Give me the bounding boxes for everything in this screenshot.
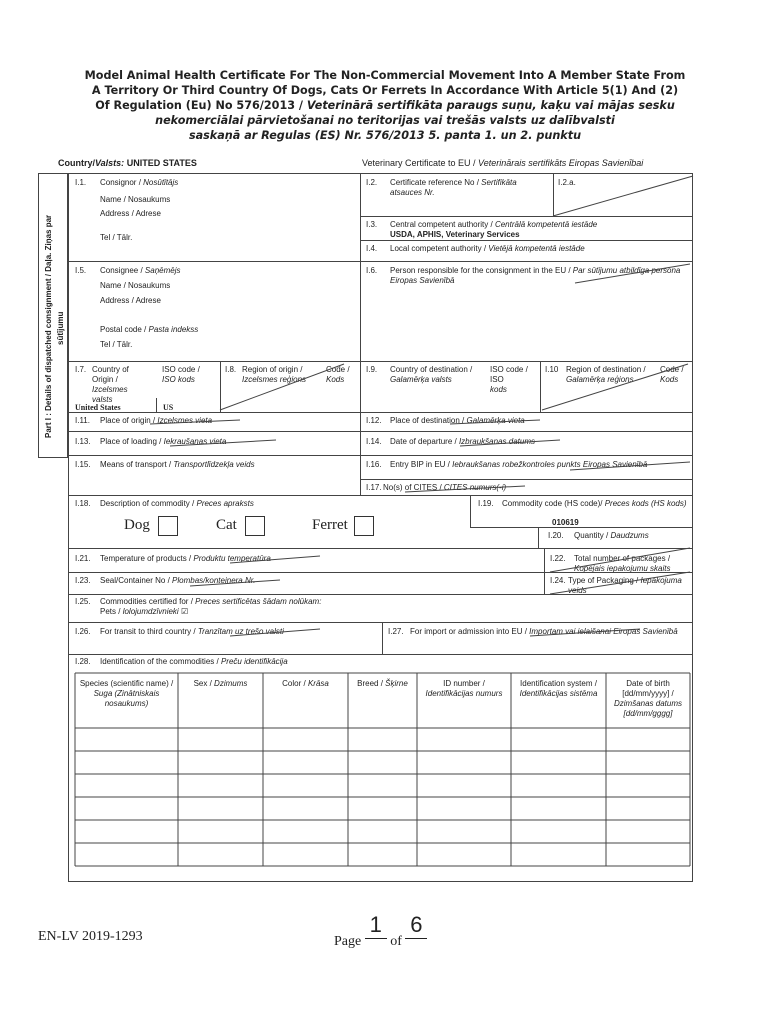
i5-consignee-en: Consignee / [100, 266, 145, 275]
i11-number: I.11. [75, 416, 90, 425]
document-code: EN-LV 2019-1293 [38, 929, 143, 944]
title-line-2: A Territory Or Third Country Of Dogs, Cats Or Ferrets In Accordance With Article 5(1) And (2) [91, 84, 679, 97]
i5-tel: Tel / Tālr. [100, 340, 133, 349]
table-header-lv: Dzimums [214, 679, 248, 688]
i17-label-lv: CITES numurs(-i) [443, 483, 507, 492]
i16-crossout [570, 462, 690, 470]
i27-label-en: For import or admission into EU / [410, 627, 530, 636]
part-one-label-2: sūtījumu [56, 311, 65, 345]
i3-label-lv: Centrālā kompetentā iestāde [494, 220, 598, 229]
i21-label-en: Temperature of products / [100, 554, 194, 563]
i4-label-lv: Vietējā kompetentā iestāde [488, 244, 585, 253]
i2-number: I.2. [366, 178, 378, 187]
i18-label-lv: Preces apraksts [196, 499, 254, 508]
i10-crossout [542, 364, 688, 410]
vet-cert-label-lv: Veterinārais sertifikāts Eiropas Savienībai [478, 158, 644, 168]
table-header-en: Identification system / [520, 679, 597, 688]
i20-label-en: Quantity / [574, 531, 611, 540]
title-line-5: saskaņā ar Regulas (ES) Nr. 576/2013 5. panta 1. un 2. punktu [188, 129, 582, 142]
i27-label-lv: Importam vai ielaišanai Eiropas Savienībā [529, 627, 678, 636]
i21-number: I.21. [75, 554, 91, 563]
country-label-lv: Valsts: [95, 158, 125, 168]
i7-label-en: Country of Origin / [92, 365, 129, 384]
i2-label-lv: Sertifikāta atsauces Nr. [390, 178, 517, 197]
i21-label-lv: Produktu temperatūra [193, 554, 271, 563]
i13-number: I.13. [75, 437, 91, 446]
i22-label-lv: Kopējais iepakojumu skaits [574, 564, 671, 573]
i20-number: I.20. [548, 531, 564, 540]
i26-label-en: For transit to third country / [100, 627, 198, 636]
i1-address: Address / Adrese [100, 209, 161, 218]
ferret-label: Ferret [312, 517, 348, 533]
i28-number: I.28. [75, 657, 91, 666]
page-indicator [334, 912, 427, 950]
i28-label-lv: Preču identifikācija [220, 657, 288, 666]
title-line-3-lv: Veterinārā sertifikāta paraugs suņu, kaķu vai mājas sesku [306, 99, 675, 112]
i19-label-lv: Preces kods (HS kods) [604, 499, 687, 508]
i6-number: I.6. [366, 266, 378, 275]
i20-label-lv: Daudzums [610, 531, 649, 540]
i12-label-lv: Galamērķa vieta [466, 416, 525, 425]
table-header-lv: Šķirne [385, 679, 408, 688]
cat-label: Cat [216, 517, 237, 533]
i5-address: Address / Adrese [100, 296, 161, 305]
i11-label-lv: Izcelsmes vieta [157, 416, 213, 425]
i23-label-en: Seal/Container No / [100, 576, 173, 585]
vet-cert-label: Veterinary Certificate to EU / [362, 158, 479, 168]
i10-label-lv: Galamērķa reģions [566, 375, 634, 384]
i12-label-en: Place of destination / [390, 416, 467, 425]
country-label: Country/ [58, 158, 95, 168]
i15-label-en: Means of transport / [100, 460, 174, 469]
i17-crossout [405, 486, 525, 492]
i3-number: I.3. [366, 220, 378, 229]
i25-pets-lv: lolojumdzīvnieki [122, 607, 179, 616]
i22-number: I.22. [550, 554, 566, 563]
table-header-en: Species (scientific name) / [79, 679, 174, 688]
table-header-lv: Identifikācijas sistēma [519, 689, 598, 698]
i26-crossout [230, 629, 320, 636]
i4-label-en: Local competent authority / [390, 244, 489, 253]
i24-label-lv: Iepakojuma veids [568, 576, 682, 595]
i5-number: I.5. [75, 266, 87, 275]
i22-crossout [550, 548, 690, 572]
i26-label-lv: Tranzītam uz trešo valsti [197, 627, 284, 636]
i12-number: I.12. [366, 416, 382, 425]
i27-crossout [530, 629, 640, 636]
i19-label-en: Commodity code (HS code)/ [502, 499, 605, 508]
country-value: UNITED STATES [126, 158, 197, 168]
i5-postal-en: Postal code / [100, 325, 149, 334]
i10-number: I.10 [545, 365, 559, 374]
i9-iso-en: ISO code / ISO [490, 365, 528, 384]
title-line-3-en: Of Regulation (Eu) No 576/2013 / [95, 99, 307, 112]
i9-iso-lv: kods [490, 385, 507, 394]
i6-label-lv: Par sūtījumu atbildīga persona Eiropas Savienībā [390, 266, 681, 285]
page-number: 1 [365, 912, 387, 939]
page-word: Page [334, 934, 362, 949]
i8-code-en: Code / [326, 365, 350, 374]
i25-label-lv: Preces sertificētas šādam nolūkam: [195, 597, 322, 606]
i10-code-lv: Kods [660, 375, 679, 384]
i1-name: Name / Nosaukums [100, 195, 171, 204]
i7-iso-en: ISO code / [162, 365, 200, 374]
i24-number: I.24. [550, 576, 566, 585]
i8-number: I.8. [225, 365, 237, 374]
i13-crossout [170, 440, 276, 446]
i16-label-lv: Iebraukšanas robežkontroles punkts Eiropas Savienībā [452, 460, 648, 469]
i6-crossout [575, 264, 690, 283]
i5-name: Name / Nosaukums [100, 281, 171, 290]
i8-label-en: Region of origin / [242, 365, 303, 374]
i1-number: I.1. [75, 178, 87, 187]
i15-label-lv: Transportlīdzekļa veids [173, 460, 255, 469]
i10-code-en: Code / [660, 365, 684, 374]
i12-crossout [450, 420, 540, 424]
i23-crossout [190, 580, 280, 586]
part-one-label: Part I : Details of dispatched consignment / Daļa. Ziņas par [44, 214, 53, 438]
i13-label-en: Place of loading / [100, 437, 164, 446]
i3-label-en: Central competent authority / [390, 220, 495, 229]
i23-label-lv: Plombas/konteinera Nr. [172, 576, 256, 585]
i18-number: I.18. [75, 499, 91, 508]
table-header-en: Date of birth [dd/mm/yyyy] / [622, 679, 674, 698]
i5-consignee-lv: Saņēmējs [144, 266, 181, 275]
table-header-en: Breed / [357, 679, 386, 688]
of-word: of [390, 934, 402, 949]
i24-label-en: Type of Packaging / [568, 576, 641, 585]
i2a-crossout [553, 176, 693, 216]
i1-tel: Tel / Tālr. [100, 233, 133, 242]
i7-label-lv: Izcelsmes valsts [92, 385, 128, 404]
i7-code-value: US [163, 403, 174, 412]
i8-crossout [220, 364, 344, 410]
i10-label-en: Region of destination / [566, 365, 646, 374]
title-line-1: Model Animal Health Certificate For The Non-Commercial Movement Into A Member State From [84, 69, 686, 82]
page-total: 6 [405, 912, 427, 939]
i11-crossout [150, 420, 240, 424]
i3-value: USDA, APHIS, Veterinary Services [390, 230, 520, 239]
i13-label-lv: Iekraušanas vieta [163, 437, 227, 446]
i23-number: I.23. [75, 576, 91, 585]
i18-label-en: Description of commodity / [100, 499, 197, 508]
dog-label: Dog [124, 517, 150, 533]
i11-label-en: Place of origin / [100, 416, 158, 425]
i16-number: I.16. [366, 460, 382, 469]
i27-number: I.27. [388, 627, 404, 636]
i16-label-en: Entry BIP in EU / [390, 460, 453, 469]
i14-label-lv: Izbraukšanas datums [458, 437, 535, 446]
i1-consignor-lv: Nosūtītājs [143, 178, 179, 187]
i2-label-en: Certificate reference No / [390, 178, 482, 187]
i14-crossout [460, 440, 560, 446]
i7-iso-lv: ISO kods [162, 375, 195, 384]
i22-label-en: Total number of packages / [574, 554, 671, 563]
i8-label-lv: Izcelsmes reģions [242, 375, 307, 384]
i26-number: I.26. [75, 627, 91, 636]
i28-label-en: Identification of the commodities / [100, 657, 221, 666]
i17-number: I.17. [366, 483, 382, 492]
i9-number: I.9. [366, 365, 378, 374]
title-line-4: nekomerciālai pārvietošanai no teritorijas vai trešās valsts uz dalībvalsti [155, 114, 615, 127]
i9-label-lv: Galamērķa valsts [390, 375, 452, 384]
table-header-lv: Krāsa [307, 679, 329, 688]
i7-number: I.7. [75, 365, 87, 374]
i24-crossout [550, 572, 690, 594]
i9-label-en: Country of destination / [390, 365, 473, 374]
i1-consignor-en: Consignor / [100, 178, 144, 187]
i14-number: I.14. [366, 437, 382, 446]
table-header-en: Sex / [193, 679, 215, 688]
i4-number: I.4. [366, 244, 378, 253]
i21-crossout [230, 556, 320, 563]
i17-label-en: No(s) of CITES / [383, 483, 444, 492]
table-header-en: ID number / [443, 679, 485, 688]
table-header-lv: Suga (Zinātniskais nosaukums) [93, 689, 160, 708]
i15-number: I.15. [75, 460, 91, 469]
i25-number: I.25. [75, 597, 91, 606]
i8-code-lv: Kods [326, 375, 345, 384]
pets-checked-icon[interactable]: ☑ [180, 607, 189, 616]
table-header-lv: Identifikācijas numurs [425, 689, 503, 698]
i19-value: 010619 [552, 518, 579, 527]
i25-pets-en: Pets / [100, 607, 123, 616]
i6-label-en: Person responsible for the consignment in the EU / [390, 266, 573, 275]
i5-postal-lv: Pasta indekss [148, 325, 199, 334]
i2a-number: I.2.a. [558, 178, 576, 187]
i14-label-en: Date of departure / [390, 437, 459, 446]
i19-number: I.19. [478, 499, 494, 508]
table-header-en: Color / [282, 679, 308, 688]
i7-country-value: United States [75, 403, 121, 412]
table-header-lv: Dzimšanas datums [dd/mm/gggg] [613, 699, 683, 718]
i25-label-en: Commodities certified for / [100, 597, 196, 606]
